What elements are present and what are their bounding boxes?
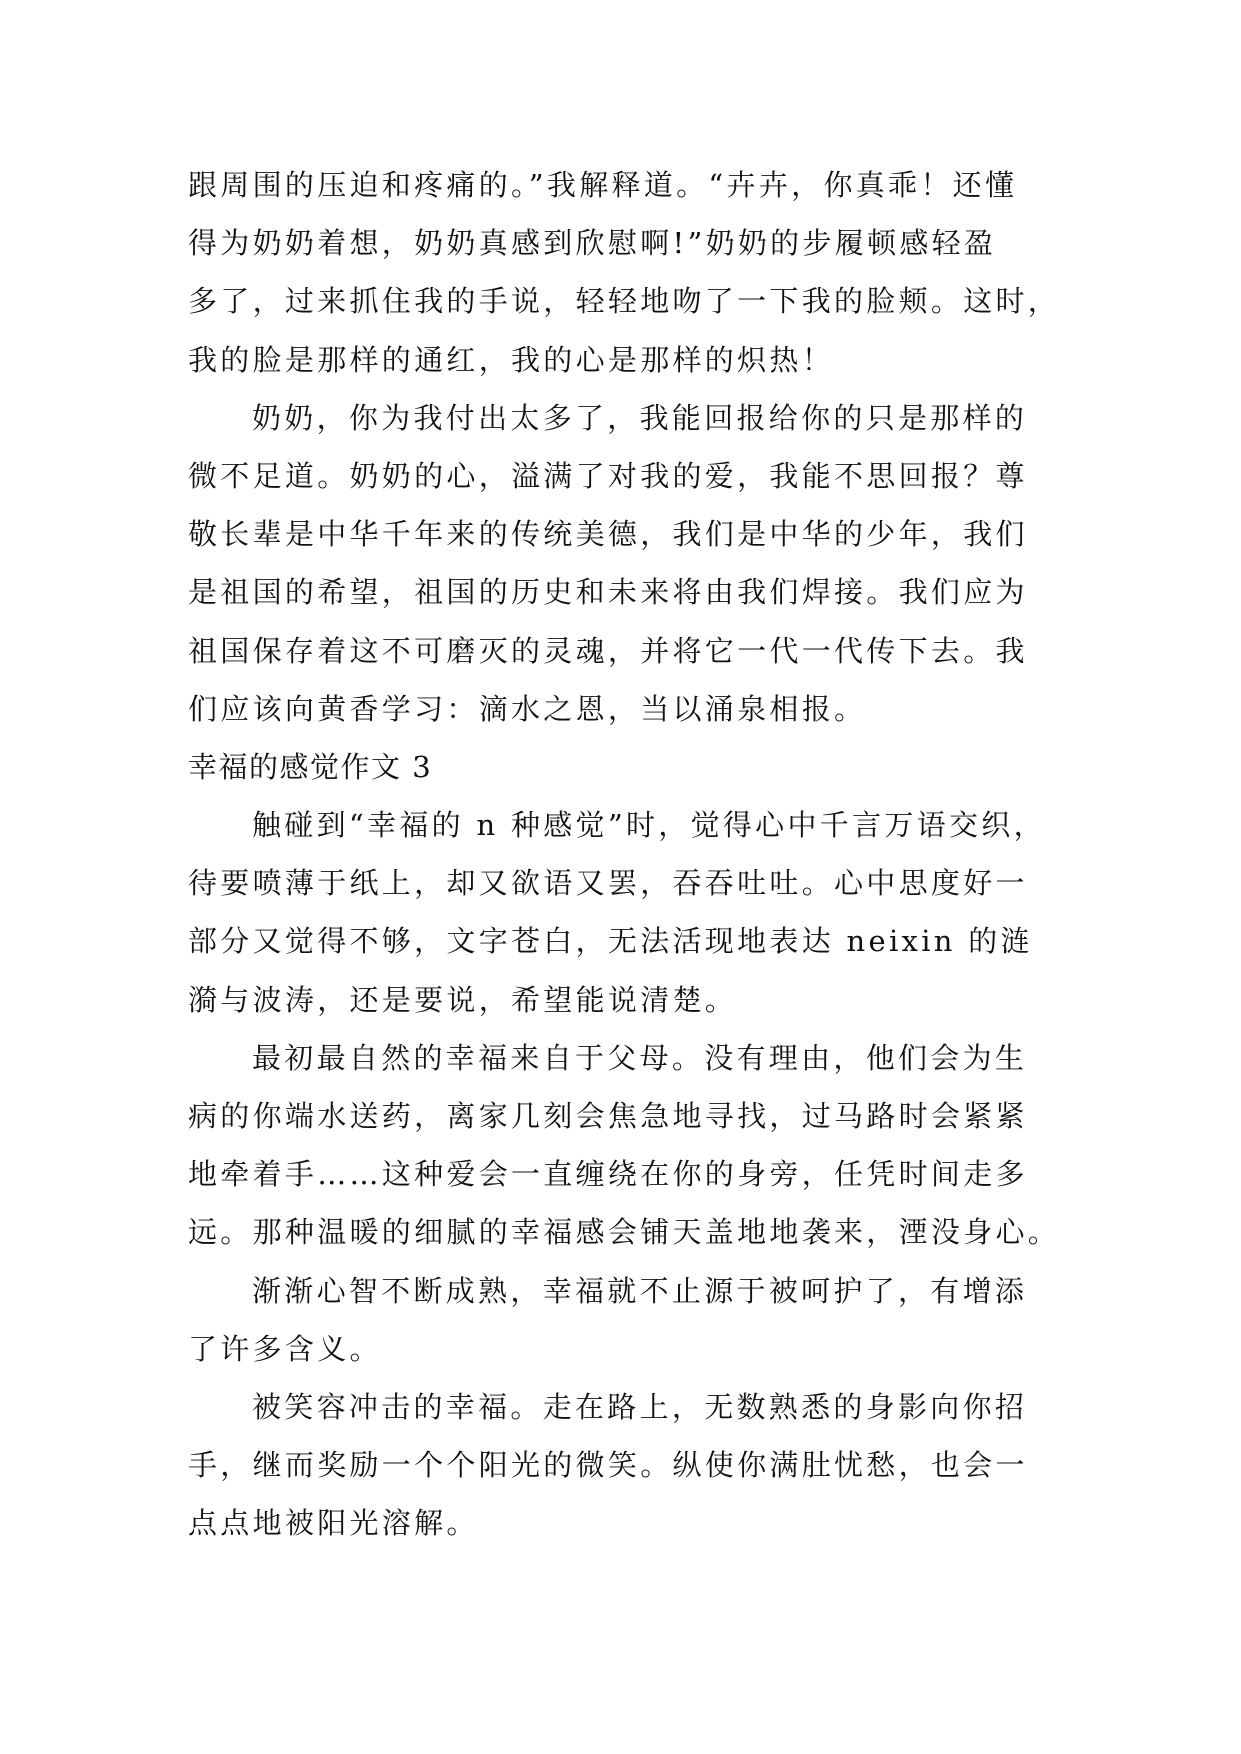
text-line: 奶奶，你为我付出太多了，我能回报给你的只是那样的	[252, 400, 1028, 435]
paragraph	[188, 389, 1056, 738]
text-line: 得为奶奶着想，奶奶真感到欣慰啊!”奶奶的步履顿感轻盈	[188, 226, 997, 261]
text-line: 渐渐心智不断成熟，幸福就不止源于被呵护了，有增添	[252, 1273, 1028, 1308]
text-line: 被笑容冲击的幸福。走在路上，无数熟悉的身影向你招	[252, 1389, 1028, 1424]
paragraph	[188, 796, 1056, 1029]
text-line: 多了，过来抓住我的手说，轻轻地吻了一下我的脸颊。这时，	[188, 284, 1061, 319]
paragraph	[188, 1029, 1061, 1262]
text-line: 是祖国的希望，祖国的历史和未来将由我们焊接。我们应为	[188, 575, 1028, 610]
text-line: 最初最自然的幸福来自于父母。没有理由，他们会为生	[252, 1040, 1028, 1075]
text-line: 地牵着手……这种爱会一直缠绕在你的身旁，任凭时间走多	[188, 1157, 1028, 1192]
paragraph	[188, 156, 1061, 389]
text-line: 们应该向黄香学习：滴水之恩，当以涌泉相报。	[188, 691, 867, 726]
text-line: 病的你端水送药，离家几刻会焦急地寻找，过马路时会紧紧	[188, 1099, 1028, 1133]
document-body	[188, 156, 1061, 1553]
paragraph	[188, 1378, 1056, 1553]
text-line: 跟周围的压迫和疼痛的。”我解释道。“卉卉，你真乖！还懂	[188, 168, 1018, 202]
text-line: 微不足道。奶奶的心，溢满了对我的爱，我能不思回报？尊	[188, 458, 1028, 493]
text-line: 远。那种温暖的细腻的幸福感会铺天盖地地袭来，湮没身心。	[188, 1215, 1061, 1250]
section-heading: 幸福的感觉作文 3	[188, 749, 433, 784]
text-line: 敬长辈是中华千年来的传统美德，我们是中华的少年，我们	[188, 517, 1028, 552]
text-line: 祖国保存着这不可磨灭的灵魂，并将它一代一代传下去。我	[188, 633, 1028, 668]
text-line: 漪与波涛，还是要说，希望能说清楚。	[188, 982, 738, 1017]
text-line: 触碰到“幸福的 n 种感觉”时，觉得心中千言万语交织，	[252, 808, 1046, 843]
paragraph	[188, 1262, 1056, 1378]
text-line: 部分又觉得不够，文字苍白，无法活现地表达 neixin 的涟	[188, 924, 1033, 959]
text-line: 点点地被阳光溶解。	[188, 1506, 479, 1541]
text-line: 手，继而奖励一个个阳光的微笑。纵使你满肚忧愁，也会一	[188, 1448, 1028, 1483]
text-line: 了许多含义。	[188, 1331, 382, 1366]
text-line: 我的脸是那样的通红，我的心是那样的炽热！	[188, 342, 835, 377]
text-line: 待要喷薄于纸上，却又欲语又罢，吞吞吐吐。心中思度好一	[188, 866, 1028, 901]
